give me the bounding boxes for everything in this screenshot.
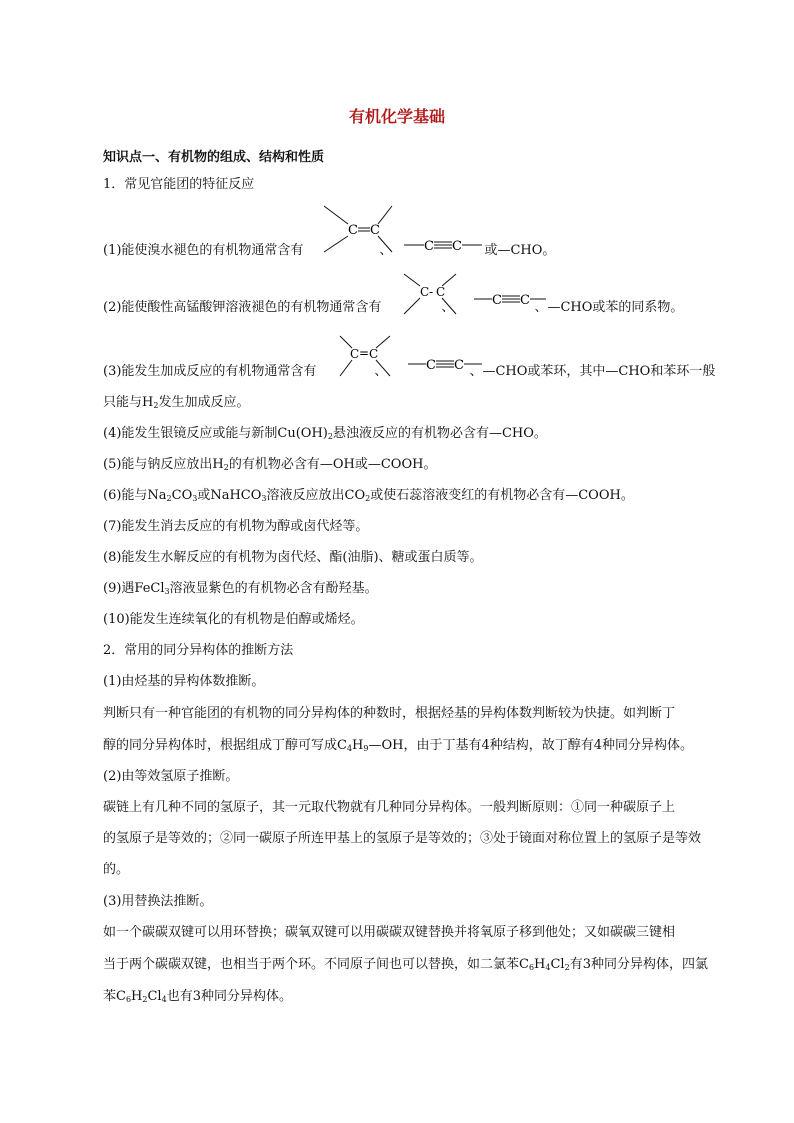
item-2-line [103, 300, 683, 316]
item-2-sep: 、 [441, 300, 455, 315]
method-2-para-line-1: 碳链上有几种不同的氢原子，其一元取代物就有几种同分异构体。一般判断原则：①同一种碳原子上 [103, 800, 676, 815]
method-2-heading: (2)由等效氢原子推断。 [103, 769, 239, 784]
text-run: —OH，由于丁基有4种结构，故丁醇有4种同分异构体。 [368, 738, 694, 753]
text-run: 发生加成反应。 [158, 395, 250, 410]
method-3-para-line-2 [103, 957, 708, 976]
method-1-para-line-2 [103, 738, 693, 757]
item-1-sep: 、 [379, 243, 393, 258]
text-run: H [131, 989, 143, 1004]
subscript: 3 [164, 587, 170, 596]
alkene-structure-3 [336, 334, 394, 384]
item-5 [103, 457, 436, 476]
item-9 [103, 581, 378, 600]
text-run: (5)能与钠反应放出H [103, 457, 224, 472]
subscript: 6 [125, 995, 132, 1004]
carbon-label: C [452, 239, 462, 254]
text-run: 只能与H [103, 395, 154, 410]
subscript: 4 [346, 744, 353, 753]
subscript: 6 [528, 963, 535, 972]
text-run: 有3种同分异构体，四氯 [569, 957, 708, 972]
subscript: 3 [192, 494, 198, 503]
item-1-text: (1)能使溴水褪色的有机物通常含有 [103, 243, 304, 258]
item-3-text: (3)能发生加成反应的有机物通常含有 [103, 364, 317, 379]
text-run: H [352, 738, 364, 753]
text-run: 或使石蕊溶液变红的有机物必含有—COOH。 [370, 488, 634, 503]
method-2-para-line-2: 的氢原子是等效的；②同一碳原子所连甲基上的氢原子是等效的；③处于镜面对称位置上的氢原子是等效 [103, 831, 702, 846]
item-2-tail: 、—CHO或苯的同系物。 [534, 300, 684, 315]
carbon-label: C [420, 285, 430, 299]
alkyne-structure-3 [404, 355, 486, 375]
carbon-label: C [348, 223, 358, 238]
text-run: H [534, 957, 546, 972]
method-1-heading: (1)由烃基的异构体数推断。 [103, 674, 265, 689]
subscript: 2 [166, 494, 172, 503]
subheading-2: 2．常用的同分异构体的推断方法 [103, 643, 294, 658]
subscript: 2 [223, 463, 229, 472]
text-run: Cl [550, 957, 565, 972]
carbon-label: C [492, 293, 502, 308]
item-2-text: (2)能使酸性高锰酸钾溶液褪色的有机物通常含有 [103, 300, 382, 315]
alkyne-structure-1 [404, 236, 496, 256]
carbon-label: C [454, 358, 464, 373]
item-3-sep: 、 [374, 364, 388, 379]
text-run: CO [171, 488, 193, 503]
text-run: (6)能与Na [103, 488, 167, 503]
alkene-structure-2 [400, 272, 460, 322]
text-run: Cl [147, 989, 162, 1004]
method-3-heading: (3)用替换法推断。 [103, 894, 213, 909]
section-heading: 知识点一、有机物的组成、结构和性质 [103, 150, 325, 165]
bond-label: - [429, 285, 434, 299]
text-run: 或NaHCO [197, 488, 262, 503]
carbon-label: C [436, 285, 446, 299]
subscript: 2 [365, 494, 371, 503]
item-10: (10)能发生连续氧化的有机物是伯醇或烯烃。 [103, 612, 364, 627]
method-3-para-line-3 [103, 989, 292, 1008]
item-8: (8)能发生水解反应的有机物为卤代烃、酯(油脂)、糖或蛋白质等。 [103, 550, 483, 565]
carbon-label: C [520, 293, 530, 308]
text-run: 醇的同分异构体时，根据组成丁醇可写成C [103, 738, 347, 753]
text-run: 悬浊液反应的有机物必含有—CHO。 [332, 426, 547, 441]
subscript: 3 [261, 494, 267, 503]
item-3-tail: 、—CHO或苯环，其中—CHO和苯环一般 [469, 364, 716, 379]
alkene-structure-1 [320, 204, 396, 260]
subscript: 2 [564, 963, 570, 972]
item-6 [103, 488, 634, 507]
text-run: (4)能发生银镜反应或能与新制Cu(OH) [103, 426, 328, 441]
method-1-para-line-1: 判断只有一种官能团的有机物的同分异构体的种数时，根据烃基的异构体数判断较为快捷。如判断丁 [103, 706, 676, 721]
method-2-para-line-3: 的。 [103, 862, 130, 877]
page-title: 有机化学基础 [348, 107, 445, 126]
item-4 [103, 426, 547, 445]
item-7: (7)能发生消去反应的有机物为醇或卤代烃等。 [103, 519, 369, 534]
subscript: 2 [142, 995, 148, 1004]
text-run: 溶液显紫色的有机物必含有酚羟基。 [169, 581, 378, 596]
text-run: (9)遇FeCl [103, 581, 165, 596]
carbon-label: C [424, 239, 434, 254]
subscript: 2 [153, 401, 159, 410]
bond-label: = [359, 346, 370, 360]
text-run: 也有3种同分异构体。 [166, 989, 292, 1004]
subscript: 9 [363, 744, 369, 753]
carbon-label: C [350, 347, 360, 361]
method-3-para-line-1: 如一个碳碳双键可以用环替换；碳氧双键可以用碳碳双键替换并将氧原子移到他处；又如碳碳三键相 [103, 925, 676, 940]
carbon-label: C [370, 223, 380, 238]
text-run: 苯C [103, 989, 126, 1004]
text-run: 当于两个碳碳双键，也相当于两个环。不同原子间也可以替换，如二氯苯C [103, 957, 529, 972]
subscript: 2 [327, 432, 333, 441]
item-3-line-2 [103, 395, 249, 414]
subscript: 4 [545, 963, 551, 972]
subscript: 4 [161, 995, 167, 1004]
subheading-1: 1．常见官能团的特征反应 [103, 177, 255, 192]
alkyne-structure-2 [470, 290, 550, 310]
text-run: 的有机物必含有—OH或—COOH。 [228, 457, 437, 472]
carbon-label: C [369, 347, 379, 361]
item-1-tail: 或—CHO。 [484, 243, 556, 258]
text-run: 溶液反应放出CO [266, 488, 366, 503]
carbon-label: C [426, 358, 436, 373]
